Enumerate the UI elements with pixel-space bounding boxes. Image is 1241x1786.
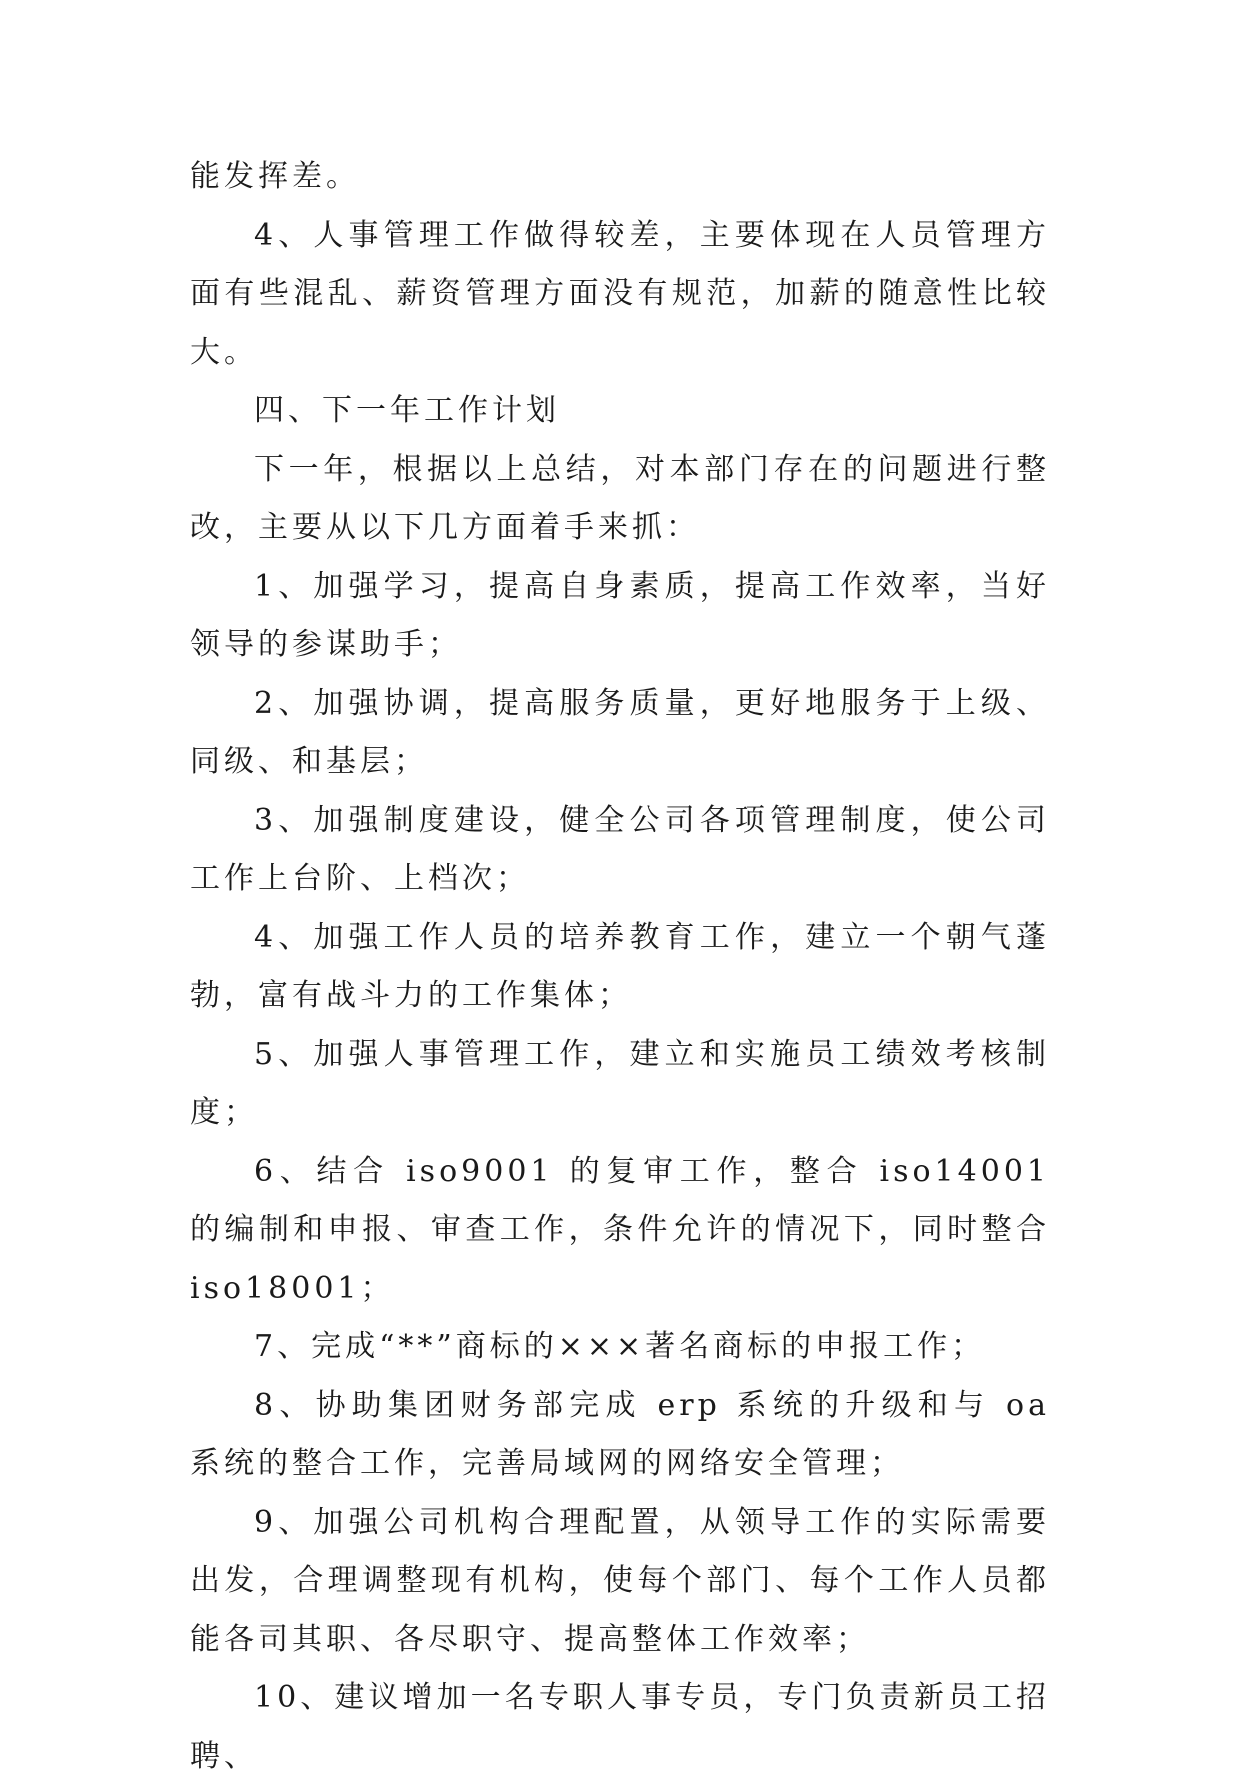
- plan-item-2: 2、加强协调，提高服务质量，更好地服务于上级、同级、和基层；: [190, 685, 1050, 779]
- plan-item-10: 10、建议增加一名专职人事专员，专门负责新员工招聘、: [190, 1680, 1050, 1774]
- paragraph-continuation: 能发挥差。: [190, 159, 360, 194]
- plan-item-6: 6、结合 iso9001 的复审工作，整合 iso14001 的编制和申报、审查工作，条件允许的情况下，同时整合 iso18001；: [190, 1153, 1050, 1306]
- document-body: [190, 148, 1050, 1786]
- paragraph-plan-intro: 下一年，根据以上总结，对本部门存在的问题进行整改，主要从以下几方面着手来抓：: [190, 451, 1050, 545]
- plan-item-5: 5、加强人事管理工作，建立和实施员工绩效考核制度；: [190, 1036, 1050, 1130]
- section-heading-next-year-plan: 四、下一年工作计划: [254, 393, 560, 428]
- plan-item-1: 1、加强学习，提高自身素质，提高工作效率，当好领导的参谋助手；: [190, 568, 1050, 662]
- plan-item-3: 3、加强制度建设，健全公司各项管理制度，使公司工作上台阶、上档次；: [190, 802, 1050, 896]
- plan-item-9: 9、加强公司机构合理配置，从领导工作的实际需要出发，合理调整现有机构，使每个部门、每个工作人员都能各司其职、各尽职守、提高整体工作效率；: [190, 1504, 1050, 1657]
- plan-item-4: 4、加强工作人员的培养教育工作，建立一个朝气蓬勃，富有战斗力的工作集体；: [190, 919, 1050, 1013]
- paragraph-hr-issue: 4、人事管理工作做得较差，主要体现在人员管理方面有些混乱、薪资管理方面没有规范，加薪的随意性比较大。: [190, 217, 1050, 370]
- plan-item-8: 8、协助集团财务部完成 erp 系统的升级和与 oa 系统的整合工作，完善局域网的网络安全管理；: [190, 1387, 1050, 1481]
- plan-item-7: 7、完成“**”商标的×××著名商标的申报工作；: [254, 1329, 986, 1364]
